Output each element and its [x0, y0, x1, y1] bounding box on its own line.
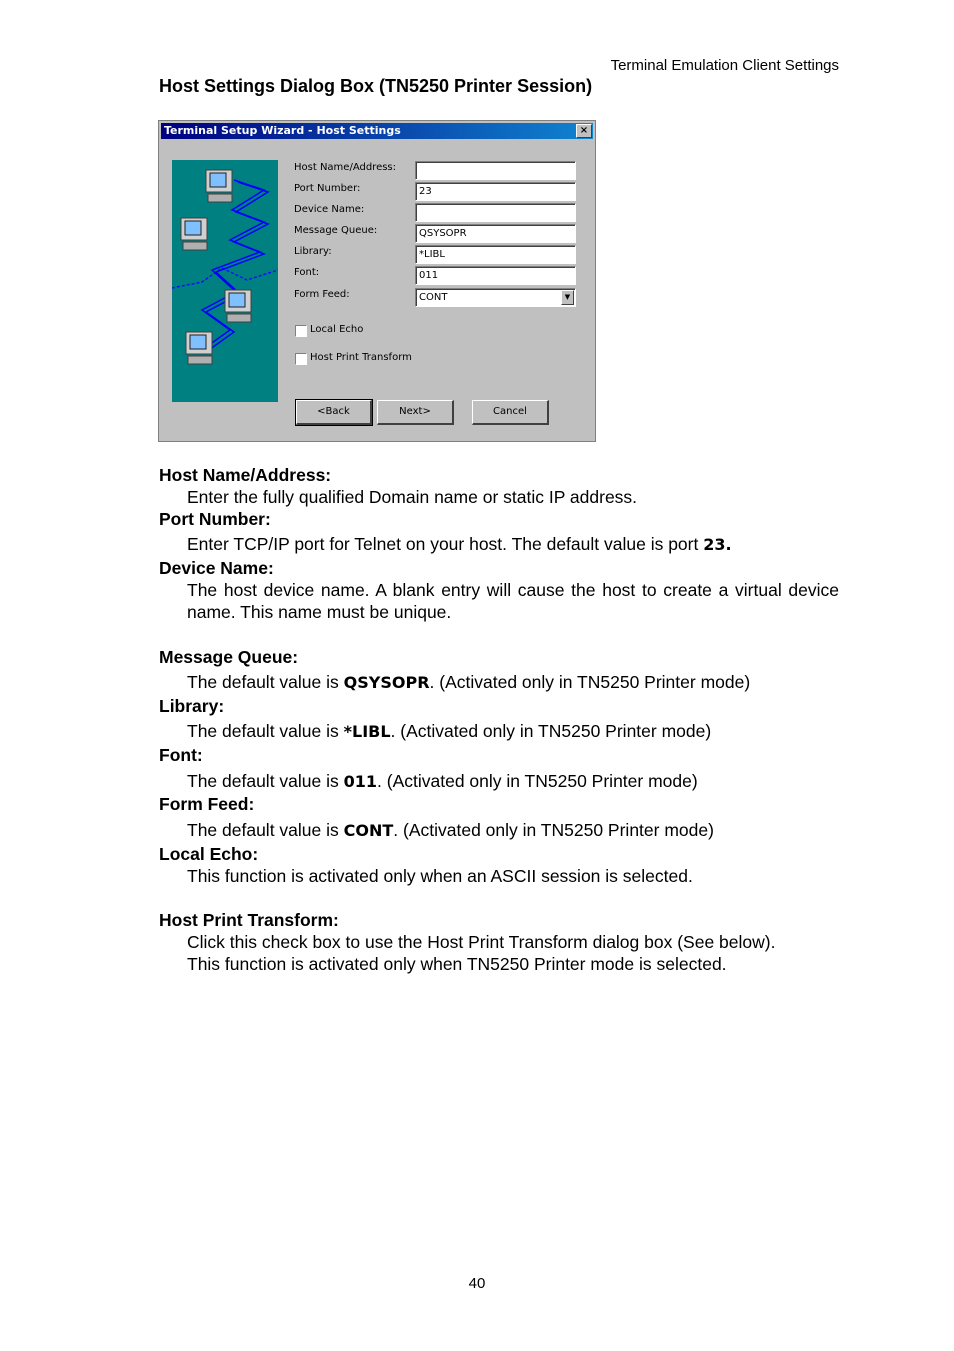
port-number-text: [187, 534, 839, 555]
message-queue-pre: The default value is: [187, 672, 344, 692]
message-queue-heading: Message Queue:: [159, 647, 299, 667]
message-queue-text: [187, 672, 839, 693]
section-title: Host Settings Dialog Box (TN5250 Printer Session): [159, 76, 593, 96]
host-print-transform-text-2: This function is activated only when TN5250 Printer mode is selected.: [187, 954, 727, 974]
font-input[interactable]: 011: [415, 266, 576, 285]
library-default: *LIBL: [343, 722, 391, 741]
library-pre: The default value is: [187, 721, 344, 741]
message-queue-default: QSYSOPR: [343, 673, 430, 692]
cancel-button[interactable]: Cancel: [472, 400, 549, 425]
form-feed-label: Form Feed:: [294, 289, 350, 300]
message-queue-post: . (Activated only in TN5250 Printer mode): [429, 672, 751, 692]
next-button[interactable]: Next>: [377, 400, 454, 425]
port-number-desc: Enter TCP/IP port for Telnet on your host. The default value is port: [187, 534, 704, 554]
library-post: . (Activated only in TN5250 Printer mode): [390, 721, 712, 741]
form-feed-default: CONT: [343, 821, 394, 840]
form-feed-select[interactable]: [415, 288, 576, 307]
port-number-input[interactable]: 23: [415, 182, 576, 201]
form-feed-text: [187, 820, 839, 841]
port-number-label: Port Number:: [294, 183, 361, 194]
message-queue-input[interactable]: QSYSOPR: [415, 224, 576, 243]
page-number: 40: [468, 1275, 486, 1292]
device-name-input[interactable]: [415, 203, 576, 222]
library-text: [187, 721, 839, 742]
font-text: [187, 771, 839, 792]
local-echo-heading: Local Echo:: [159, 844, 259, 864]
network-illustration: [172, 160, 278, 402]
back-button[interactable]: <Back: [296, 400, 372, 425]
local-echo-checkbox[interactable]: [295, 325, 307, 337]
form-feed-pre: The default value is: [187, 820, 344, 840]
form-feed-post: . (Activated only in TN5250 Printer mode): [393, 820, 714, 840]
port-number-heading: Port Number:: [159, 509, 271, 529]
font-default: 011: [343, 772, 378, 791]
port-number-default: 23.: [703, 535, 732, 554]
library-heading: Library:: [159, 696, 225, 716]
device-name-text: The host device name. A blank entry will cause the host to create a virtual device name. This name must be unique.: [187, 580, 839, 622]
dialog-title: Terminal Setup Wizard - Host Settings: [164, 124, 401, 137]
dropdown-arrow-icon[interactable]: ▼: [561, 290, 574, 305]
font-post: . (Activated only in TN5250 Printer mode): [377, 771, 698, 791]
running-header: Terminal Emulation Client Settings: [610, 57, 839, 74]
form-feed-heading: Form Feed:: [159, 794, 255, 814]
host-print-transform-text-1: Click this check box to use the Host Print Transform dialog box (See below).: [187, 932, 776, 952]
host-name-text: Enter the fully qualified Domain name or static IP address.: [187, 487, 638, 507]
network-computers-icon: [172, 160, 278, 402]
font-label: Font:: [294, 267, 320, 278]
device-name-heading: Device Name:: [159, 558, 274, 578]
host-name-heading: Host Name/Address:: [159, 465, 332, 485]
local-echo-text: This function is activated only when an ASCII session is selected.: [187, 866, 693, 886]
library-input[interactable]: *LIBL: [415, 245, 576, 264]
library-label: Library:: [294, 246, 332, 257]
dialog-titlebar: [161, 123, 593, 139]
host-print-transform-checkbox[interactable]: [295, 353, 307, 365]
device-name-label: Device Name:: [294, 204, 365, 215]
message-queue-label: Message Queue:: [294, 225, 378, 236]
host-name-label: Host Name/Address:: [294, 162, 397, 173]
local-echo-label: Local Echo: [310, 324, 364, 335]
host-print-transform-heading: Host Print Transform:: [159, 910, 339, 930]
host-name-input[interactable]: [415, 161, 576, 180]
form-feed-value: CONT: [419, 292, 448, 303]
font-pre: The default value is: [187, 771, 344, 791]
font-heading: Font:: [159, 745, 203, 765]
close-icon[interactable]: ×: [576, 124, 592, 138]
host-print-transform-label: Host Print Transform: [310, 352, 412, 363]
host-settings-dialog: [158, 120, 596, 442]
